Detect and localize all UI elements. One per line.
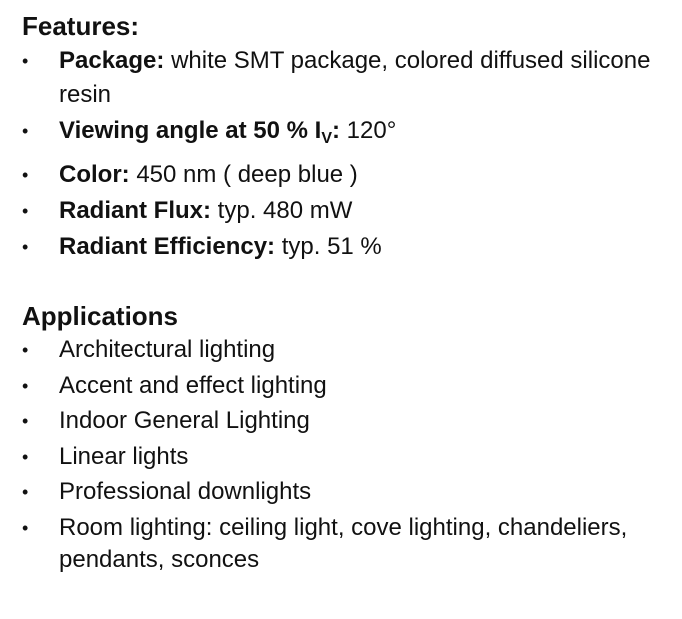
applications-list	[22, 334, 662, 576]
bullet-icon: •	[22, 375, 29, 396]
application-item	[22, 370, 662, 402]
bullet-icon: •	[22, 121, 29, 141]
application-text: Accent and effect lighting	[59, 371, 327, 399]
bullet-icon: •	[22, 201, 29, 221]
feature-item-radiant-flux	[22, 194, 662, 228]
bullet-icon: •	[22, 237, 29, 257]
application-text: Linear lights	[59, 442, 189, 470]
feature-label-colon: :	[331, 117, 340, 144]
application-item	[22, 512, 662, 576]
applications-heading: Applications	[22, 301, 179, 331]
application-text: Room lighting: ceiling light, cove lighting, chandeliers, pendants, sconces	[59, 513, 628, 573]
feature-item-viewing-angle	[22, 114, 662, 156]
feature-value: 120°	[339, 117, 397, 144]
application-item	[22, 405, 662, 437]
features-list	[22, 44, 662, 264]
feature-label: Color:	[59, 161, 130, 188]
application-text: Indoor General Lighting	[59, 407, 310, 434]
bullet-icon: •	[22, 411, 29, 431]
application-item	[22, 476, 662, 508]
bullet-icon: •	[22, 51, 29, 71]
feature-label-subscript: V	[321, 130, 332, 147]
feature-item-radiant-efficiency	[22, 230, 662, 264]
application-text: Architectural lighting	[59, 336, 276, 363]
feature-value: white SMT package, colored diffused silicone resin	[59, 47, 651, 108]
features-heading: Features:	[22, 11, 140, 41]
application-item	[22, 441, 662, 473]
application-text: Professional downlights	[59, 478, 312, 505]
feature-item-package	[22, 44, 662, 112]
feature-value: 450 nm ( deep blue )	[129, 161, 358, 188]
feature-value: typ. 480 mW	[211, 197, 353, 224]
applications-section	[22, 298, 662, 579]
feature-label: Package:	[59, 47, 165, 74]
feature-label: Radiant Flux:	[59, 197, 212, 224]
bullet-icon: •	[22, 517, 29, 538]
feature-label: Radiant Efficiency:	[59, 233, 276, 260]
bullet-icon: •	[22, 446, 29, 467]
application-item	[22, 334, 662, 366]
feature-item-color	[22, 158, 662, 192]
feature-value: typ. 51 %	[275, 233, 382, 260]
bullet-icon: •	[22, 340, 29, 360]
features-section	[22, 8, 662, 266]
feature-label: Viewing angle at 50 % I	[59, 117, 322, 144]
bullet-icon: •	[22, 165, 29, 185]
bullet-icon: •	[22, 482, 29, 502]
